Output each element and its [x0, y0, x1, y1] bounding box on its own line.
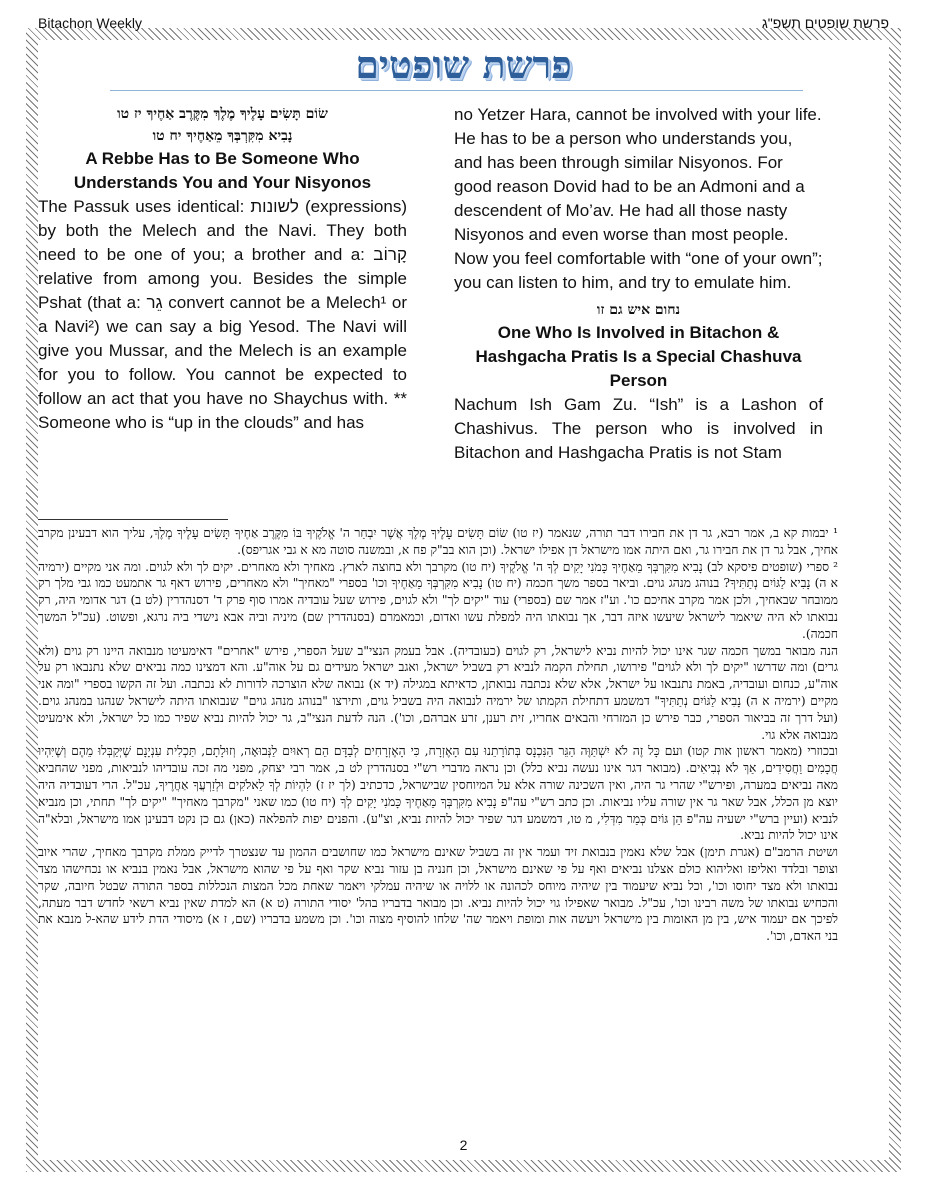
left-column — [38, 103, 407, 435]
section-body-continued: no Yetzer Hara, cannot be involved with your life. He has to be a person who understands you, and has been through similar Nisyonos. For good reason Dovid had to be an Admoni and a descendent of Mo’av. He had all those nasty Nisyonos and even worse than most people. Now you feel comfortable with “one of your own”; you can listen to him, and try to emulate him. — [454, 105, 823, 292]
title-divider — [110, 90, 803, 91]
footnote-2-continued-b: ובכוזרי (מאמר ראשון אות קטו) ועם כָּל זֶה לֹא יִשְׁתַּוֶּה הַגֵּר הַנִּכְנָס בְּתוֹרָתֵנוּ עִם הָאֶזְרָח, כִּי הָאֶזְרָחִים לְבַדָּם הֵם רְאוּיִם לַנְּבוּאָה, וְזוּלָתָם, תַּכְלִית עִנְיָנָם שֶׁיְּקַבְּלוּ מֵהֶם וְשֶׁיִּהְיוּ חֲכָמִים וַחֲסִידִים, אַךְ לֹא נְבִיאִים. (מבואר דגר אינו נעשה נביא כלל) וכן נראה מדברי רש"י בסנהדרין לט ב, אמר רבי יצחק, מפני מה זכה עובדיהו לנביאות, מפני שהחביא מאה נביאים במערה, ופירש"י שהרי גר היה, ואין השכינה שורה אלא על המיוחסין שבישראל, כדכתיב (לך יז ז) לִהְיוֹת לְךָ לֵאלֹקִים וּלְזַרְעֲךָ אַחֲרֶיךָ, עכ"ל. הרי דעובדיה היה יוצא מן הכלל, אבל שאר גר אין שורה עליו נביאות. וכן כתב רש"י עה"פ נָבִיא מִקִּרְבְּךָ מֵאַחֶיךָ כָּמֹנִי יָקִים לְךָ (יח טו) כמו שאני "מקרבך מאחיך" "יקים לך" תחתי, וכן מנביא לנביא (ועיין ברש"י ישעיה עה"פ הֵן גּוֹיִם כְּמַר מִדְּלִי, מ טו, דמשמע דגר שפיר יכול להיות נביא, וצ"ע). והפנים יפות להפלאה (כאן) גם כן נקט דבעינן אמו מישראל, ובלא"ה אינו יכול להיות נביא. — [38, 744, 838, 843]
header-publication: Bitachon Weekly — [38, 15, 143, 31]
pasuk-navi: נָבִיא מִקִּרְבְּךָ מֵאַחֶיךָ יח טו — [152, 128, 293, 144]
footnote-2: ² ספרי (שופטים פיסקא לב) נָבִיא מִקִּרְבְּךָ מֵאַחֶיךָ כָּמֹנִי יָקִים לְךָ ה' אֱלֹקֶיךָ (יח טו) מקרבך ולא בחוצה לארץ. מאחיך ולא מאחרים. יקים לך ולא לגוים. ומה אני מקיים (ירמיה א ה) נָבִיא לַגּוֹיִם נְתַתִּיךָ? בנוהג מנהג גוים. וביאר בספר משך חכמה (יח טו) נָבִיא מִקִּרְבְּךָ מֵאַחֶיךָ וכו' בספרי "מאחיך" ולא מאחרים, פירוש דאף גר אתמעט כמו גבי מלך רק ממובחר שבאחיך, ולכן אמר מקרב אחיכם כו'. וע"ז אמר שם (בספרי) עוד "יקים לך" ולא לגוים, פירוש שעל עובדיה אמרו סוף פרק ד' דסנהדרין (לט ב) דגר אדומי היה, רק נבואתו לא היה שיאמר לישראל שיעשו איזה דבר, אך נבואתו היה למפלת עשו ואדום, וכמאמרם (בסנהדרין שם) מיניה וביה אבא נישדי ביה נרגא, ופשוט. (עכ"ל המשך חכמה). — [38, 559, 838, 641]
hebrew-heading-nachum: נחום איש גם זו — [596, 302, 681, 318]
right-column — [454, 103, 823, 465]
footnote-divider — [38, 519, 228, 520]
footnotes — [38, 525, 838, 945]
section-heading-rebbe: A Rebbe Has to Be Someone Who Understands You and Your Nisyonos — [73, 149, 372, 192]
page-title: פרשת שופטים — [355, 42, 572, 87]
footnote-1: ¹ יבמות קא ב, אמר רבא, גר דן את חבירו דבר תורה, שנאמר (יז טו) שׂוֹם תָּשִׂים עָלֶיךָ מֶלֶךְ אֲשֶׁר יִבְחַר ה' אֱלֹקֶיךָ בּוֹ מִקֶּרֶב אַחֶיךָ תָּשִׂים עָלֶיךָ מֶלֶךְ, עליך הוא דבעינן מקרב אחיך, אבל גר דן את חבירו גר, ואם היתה אמו מישראל דן אפילו ישראל. (וכן הוא בב"ק פח א, ובמשנה סוטה מא א גבי אגריפס). — [38, 526, 838, 557]
pasuk-melech: שׂוֹם תָּשִׂים עָלֶיךָ מֶלֶךְ מִקֶּרֶב אַחֶיךָ יז טו — [117, 106, 328, 122]
section-body-rebbe: The Passuk uses identical: לשונות (expressions) by both the Melech and the Navi. They both need to be one of you; a brother and a: קָרוֹב relative from among you. Besides the simple Pshat (that a: גֵר convert cannot be a Melech¹ or a Navi²) we can say a big Yesod. The Navi will give you Mussar, and the Melech is an example for you to follow. You cannot be expected to follow an act that you have no Shaychus with. ** Someone who is “up in the clouds” and has — [38, 197, 407, 432]
page-number: 2 — [459, 1137, 468, 1153]
header-parsha-year: פרשת שופטים תשפ"ג — [761, 15, 889, 31]
footnote-2-continued-a: הנה מבואר במשך חכמה שגר אינו יכול להיות נביא לישראל, רק לגוים (כעובדיה). אבל בעמק הנצי"ב שעל הספרי, פירש "אחרים" דאימעיטו מנבואה היינו רק גוים (ולא גרים) ומה שדרשו "יקים לך ולא לגוים" פירושו, תחילת הקמה לנביא רק בשביל ישראל, ואגב ישראל מעידים גם על אוה"ע. והא דמצינו כמה נביאים שלא נתנבאו רק על אוה"ע, כנחום ועובדיה, באמת נתנבאו על ישראל, אלא שלא נכתבה נבואתן, כדאיתא במגילה (יד א) נבואה שלא הוצרכה לדורות לא נכתבה. ועל זה הקשו בספרי "ומה אני מקיים (ירמיה א ה) נָבִיא לַגּוֹיִם נְתַתִּיךָ" דמשמע דתחילת הקמתו של ירמיה לנבואה היה בשביל גוים, ותירצו "בנוהג מנהג גוים" שנבואתו היתה לישראל שנהגו במנהג גוים. (ועל דרך זה בביאור הספרי, כבר פירש כן המזרחי והבאים אחריו, זית רענן, זרע אברהם, וכו'). הנה לדעת הנצי"ב, גר יכול להיות נביא שפיר כמו כל ישראל, ולא אימעיט מנבואה אלא גוי. — [38, 643, 838, 742]
section-heading-bitachon: One Who Is Involved in Bitachon & Hashgacha Pratis Is a Special Chashuva Person — [475, 323, 802, 390]
section-body-bitachon: Nachum Ish Gam Zu. “Ish” is a Lashon of Chashivus. The person who is involved in Bitachon and Hashgacha Pratis is not Stam — [454, 395, 823, 462]
footnote-2-continued-c: ושיטת הרמב"ם (אגרת תימן) אבל שלא נאמין בנבואת זיד ועמר אין זה בשביל שאינם מישראל כמו שחושבים ההמון עד שנצטרך לדייק ממלת מקרבך מאחיך, שהרי איוב וצופר ובלדד ואליפז ואליהוא כולם אצלנו נביאים ואף על פי שאינם מישראל, וכן חנניה בן עזור נביא שקר ואף על פי שהוא מישראל, אבל נאמין בנביא או נכחישהו מצד נבואתו ולא מצד יחוסו וכו', וכל נביא שיעמוד בין שיהיה מיוחס לכהונה או ללויה או שיהיה עמלקי ויאמר שאחת מכל המצות הנכללות בספר התורה שבטל חיובה, שקר והכחיש נבואתו של משה רבינו וכו', עכ"ל. מבואר שאפילו גוי יכול להיות נביא. וכן מבואר בדבריו בהל' יסודי התורה (ט א) הא למדת שאין נביא רשאי לחדש דבר מעתה, לפיכך אם יעמוד איש, בין מן האומות בין מישראל ויעשה אות ומופת ויאמר שה' שלחו להוסיף מצוה וכו'. וכן משמע בדבריו (שם, ז א) מיסודי הדת לידע שהא-ל מנבא את בני האדם, וכו'. — [38, 845, 838, 944]
